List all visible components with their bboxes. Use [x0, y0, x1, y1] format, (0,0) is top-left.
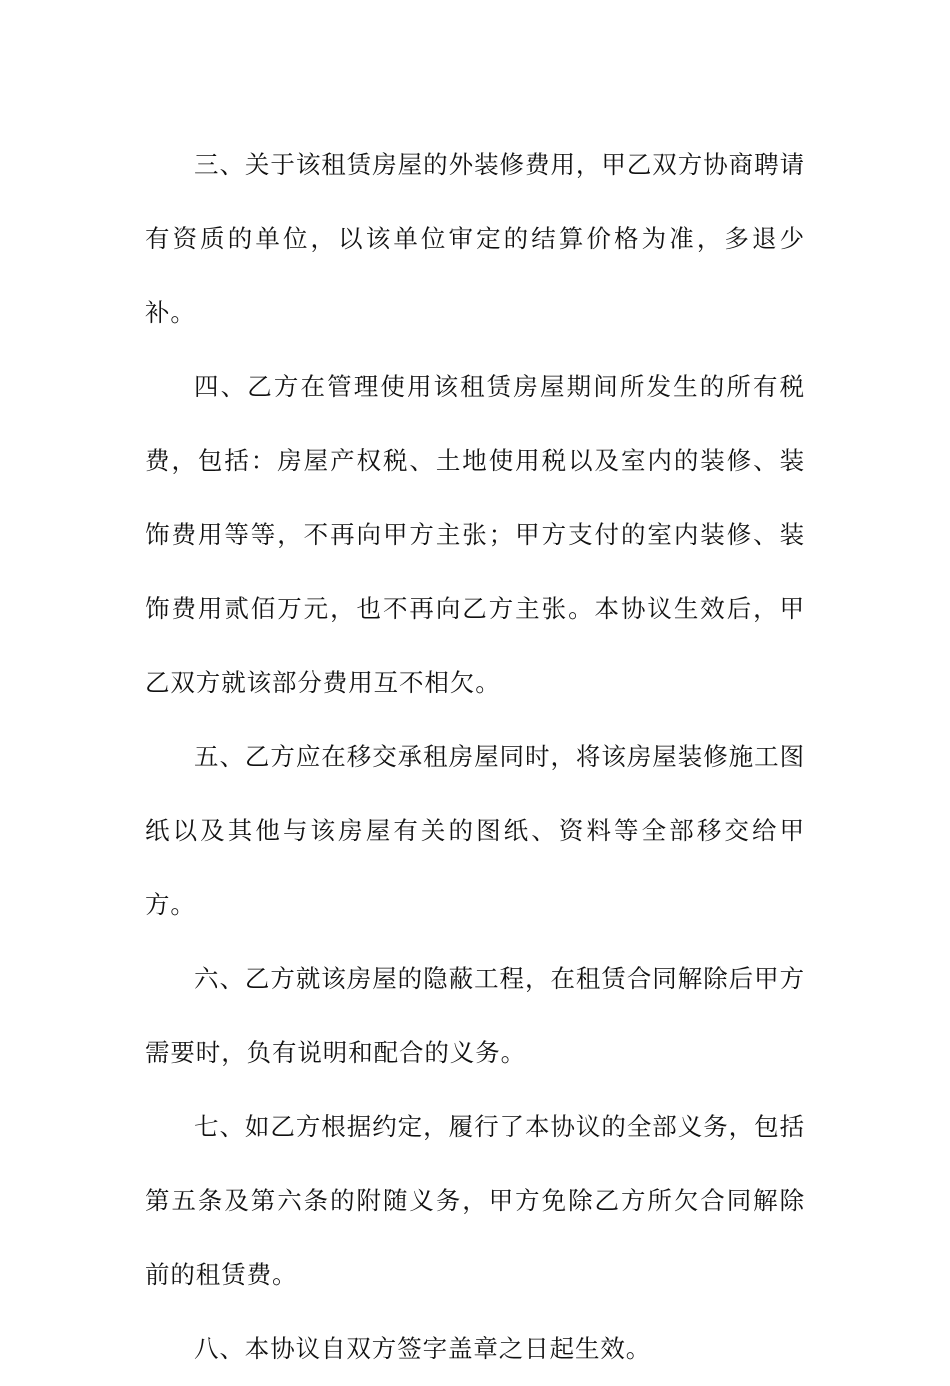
clause-3: 三、关于该租赁房屋的外装修费用，甲乙双方协商聘请有资质的单位，以该单位审定的结算价格为准，多退少补。: [145, 150, 805, 327]
clause-5: 五、乙方应在移交承租房屋同时，将该房屋装修施工图纸以及其他与该房屋有关的图纸、资料等全部移交给甲方。: [145, 742, 805, 919]
clause-4: 四、乙方在管理使用该租赁房屋期间所发生的所有税费，包括：房屋产权税、土地使用税以及室内的装修、装饰费用等等，不再向甲方主张；甲方支付的室内装修、装饰费用贰佰万元，也不再向乙方主张。本协议生效后，甲乙双方就该部分费用互不相欠。: [145, 372, 805, 697]
clause-6: 六、乙方就该房屋的隐蔽工程，在租赁合同解除后甲方需要时，负有说明和配合的义务。: [145, 964, 805, 1067]
clause-7: 七、如乙方根据约定，履行了本协议的全部义务，包括第五条及第六条的附随义务，甲方免除乙方所欠合同解除前的租赁费。: [145, 1112, 805, 1289]
document-body: [145, 128, 805, 1386]
clause-8: 八、本协议自双方签字盖章之日起生效。: [194, 1334, 652, 1363]
